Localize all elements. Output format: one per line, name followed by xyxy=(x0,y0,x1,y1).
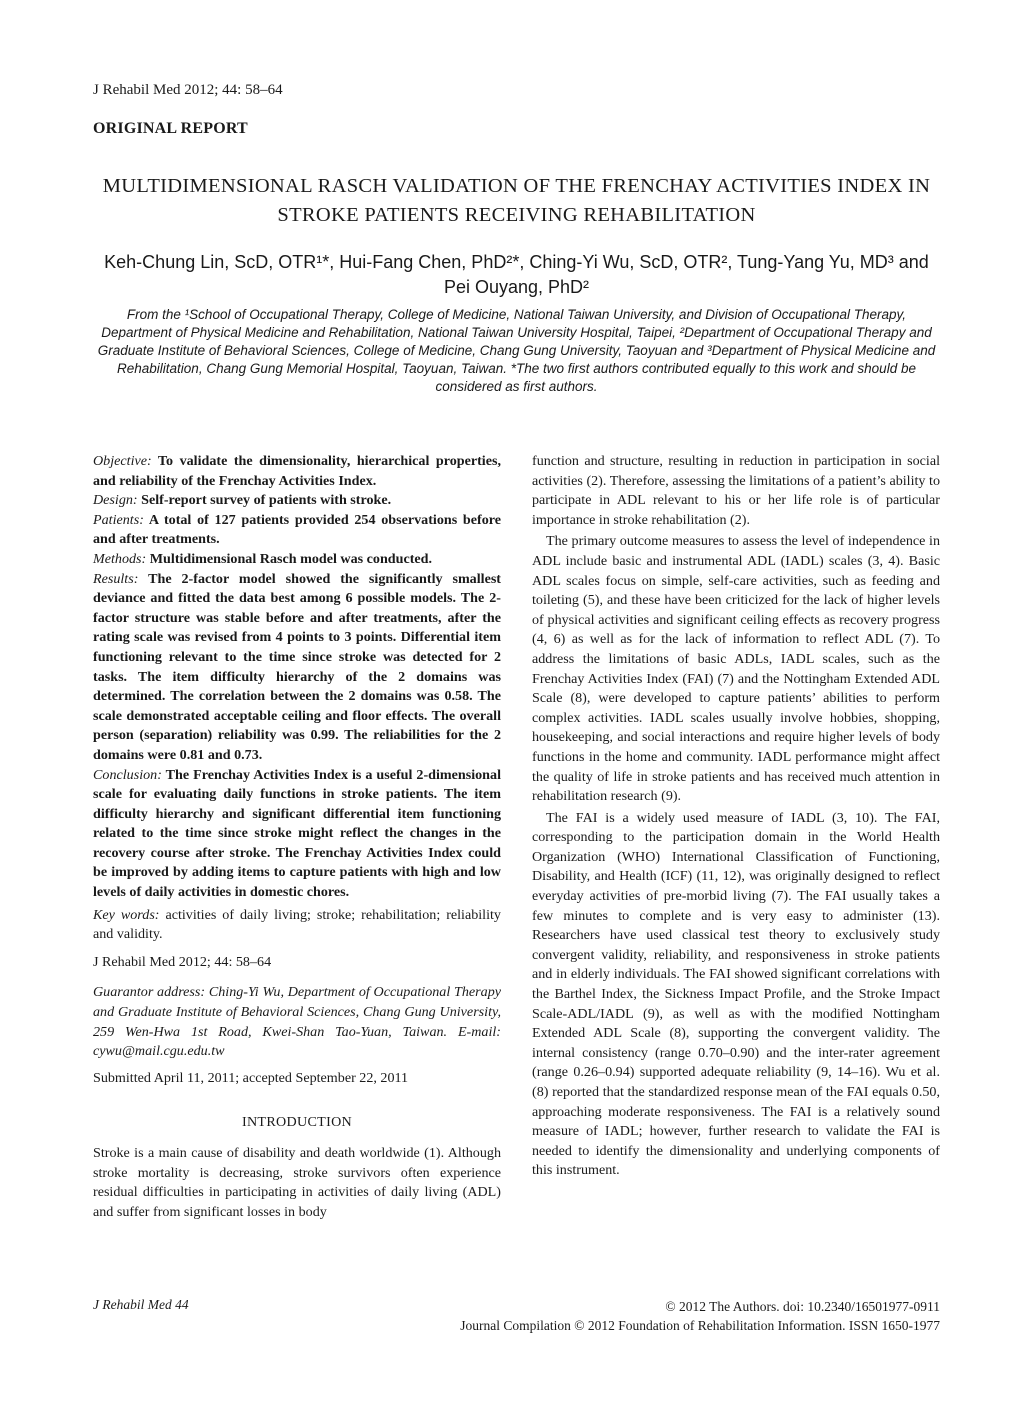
abstract-text: Self-report survey of patients with stroke. xyxy=(137,492,392,509)
footer-issn: Journal Compilation © 2012 Foundation of Rehabilitation Information. ISSN 1650-1977 xyxy=(460,1318,940,1333)
citation-line: J Rehabil Med 2012; 44: 58–64 xyxy=(93,953,272,970)
author-list: Keh-Chung Lin, ScD, OTR¹*, Hui-Fang Chen, PhD²*, Ching-Yi Wu, ScD, OTR², Tung-Yang Yu, MD³ and Pei Ouyang, PhD² xyxy=(104,252,929,297)
abstract-label: Methods: xyxy=(93,550,147,567)
abstract-results xyxy=(93,570,501,766)
abstract-label: Conclusion: xyxy=(93,766,162,783)
submission-dates: Submitted April 11, 2011; accepted September 22, 2011 xyxy=(93,1069,409,1086)
article-title: MULTIDIMENSIONAL RASCH VALIDATION OF THE FRENCHAY ACTIVITIES INDEX IN STROKE PATIENTS RECEIVING REHABILITATION xyxy=(102,175,931,226)
introduction-heading: INTRODUCTION xyxy=(241,1114,353,1131)
abstract-text: The 2-factor model showed the significantly smallest deviance and fitted the data best among 6 possible models. The 2-factor structure was stable before and after treatments, after the rating scale was revised from 4 points to 3 points. Differential item functioning relevant to the time since stroke was detected for 2 tasks. The item difficulty hierarchy of the 2 domains was determined. The correlation between the 2 domains was 0.58. The scale demonstrated acceptable ceiling and floor effects. The overall person (separation) reliability was 0.99. The reliabilities for the 2 domains were 0.81 and 0.73. xyxy=(93,570,501,763)
left-column xyxy=(93,452,501,1222)
body-paragraph: Stroke is a main cause of disability and death worldwide (1). Although stroke mortality is decreasing, stroke survivors often experience residual difficulties in participating in activities of daily living (ADL) and suffer from significant losses in body xyxy=(93,1145,501,1220)
keywords-label: Key words: xyxy=(93,906,160,923)
body-paragraph: The primary outcome measures to assess the level of independence in ADL include basic and instrumental ADL (IADL) scales (3, 4). Basic ADL scales focus on simple, self-care activities, such as feeding and toileting (5), and these have been criticized for the lack of higher levels of physical activities and significant ceiling effects as recovery progress (4, 6) as well as for the lack of information to reflect ADL (7). To address the limitations of basic ADLs, IADL scales, such as the Frenchay Activities Index (FAI) (7) and the Nottingham Extended ADL Scale (8), were developed to capture patients’ abilities to perform complex activities. IADL scales usually involve hobbies, shopping, housekeeping, and social interactions and require higher levels of body functions in the home and community. IADL performance might affect the quality of life in stroke patients and has received much attention in rehabilitation research (9). xyxy=(532,533,940,805)
author-affiliations: From the ¹School of Occupational Therapy, College of Medicine, National Taiwan University, and Division of Occupational Therapy, Department of Physical Medicine and Rehabilitation, National Taiwan University Hospital, Taipei, ²Department of Occupational Therapy and Graduate Institute of Behavioral Sciences, College of Medicine, Chang Gung University, Taoyuan and ³Department of Physical Medicine and Rehabilitation, Chang Gung Memorial Hospital, Taoyuan, Taiwan. *The two first authors contributed equally to this work and should be considered as first authors. xyxy=(97,307,936,394)
keywords-text: activities of daily living; stroke; rehabilitation; reliability and validity. xyxy=(93,906,501,943)
right-column xyxy=(532,452,940,1181)
abstract-label: Patients: xyxy=(93,511,144,528)
abstract-label: Objective: xyxy=(93,453,152,469)
running-head-citation: J Rehabil Med 2012; 44: 58–64 xyxy=(93,82,283,98)
abstract-design xyxy=(93,491,501,511)
body-paragraph: function and structure, resulting in reduction in participation in social activities (2). Therefore, assessing the limitations of a patient’s ability to participate in ADL relevant to his or her life role is of particular importance in stroke rehabilitation (2). xyxy=(532,453,940,528)
footer-journal: J Rehabil Med 44 xyxy=(93,1297,189,1312)
abstract-label: Design: xyxy=(93,492,138,509)
keywords xyxy=(93,906,501,945)
abstract-text: The Frenchay Activities Index is a useful 2-dimensional scale for evaluating daily functions in stroke patients. The item difficulty hierarchy and significant differential item functioning related to the time since stroke might reflect the changes in the recovery course after stroke. The Frenchay Activities Index could be improved by adding items to capture patients with high and low levels of daily activities in domestic chores. xyxy=(93,766,501,901)
abstract-methods xyxy=(93,550,501,570)
guarantor-address: Guarantor address: Ching-Yi Wu, Department of Occupational Therapy and Graduate Institute of Behavioral Sciences, Chang Gung University, 259 Wen-Hwa 1st Road, Kwei-Shan Tao-Yuan, Taiwan. E-mail: cywu@mail.cgu.edu.tw xyxy=(93,984,501,1060)
introduction-body-left xyxy=(93,1144,501,1222)
abstract-label: Results: xyxy=(93,570,139,587)
abstract-text: A total of 127 patients provided 254 observations before and after treatments. xyxy=(93,511,501,548)
footer-copyright xyxy=(460,1297,940,1335)
abstract-text: To validate the dimensionality, hierarchical properties, and reliability of the Frenchay Activities Index. xyxy=(93,453,501,489)
body-paragraph: The FAI is a widely used measure of IADL (3, 10). The FAI, corresponding to the participation domain in the World Health Organization (WHO) International Classification of Functioning, Disability, and Health (ICF) (11, 12), was originally designed to reflect everyday activities of pre-morbid living (7). The FAI usually takes a few minutes to complete and is very easy to administer (13). Researchers have used classical test theory to exclusively study convergent validity, reliability, and responsiveness in stroke patients and in elderly individuals. The FAI showed significant correlations with the Barthel Index, the Sickness Impact Profile, and the Stroke Impact Scale-ADL/IADL (9), as well as with the modified Nottingham Extended ADL Scale (8), supporting the convergent validity. The internal consistency (range 0.70–0.90) and the inter-rater agreement (range 0.26–0.94) supported adequate reliability (9, 14–16). Wu et al. (8) reported that the standardized response mean of the FAI equals 0.50, approaching moderate responsiveness. The FAI is a relatively sound measure of IADL; however, further research to validate the FAI is needed to identify the dimensionality and underlying components of this instrument. xyxy=(532,809,940,1179)
abstract-text: Multidimensional Rasch model was conducted. xyxy=(146,550,433,567)
section-label: ORIGINAL REPORT xyxy=(93,120,248,137)
abstract-objective xyxy=(93,452,501,491)
abstract-patients xyxy=(93,511,501,550)
abstract-conclusion xyxy=(93,766,501,903)
footer-doi: © 2012 The Authors. doi: 10.2340/16501977-0911 xyxy=(665,1299,940,1314)
abstract xyxy=(93,452,501,903)
